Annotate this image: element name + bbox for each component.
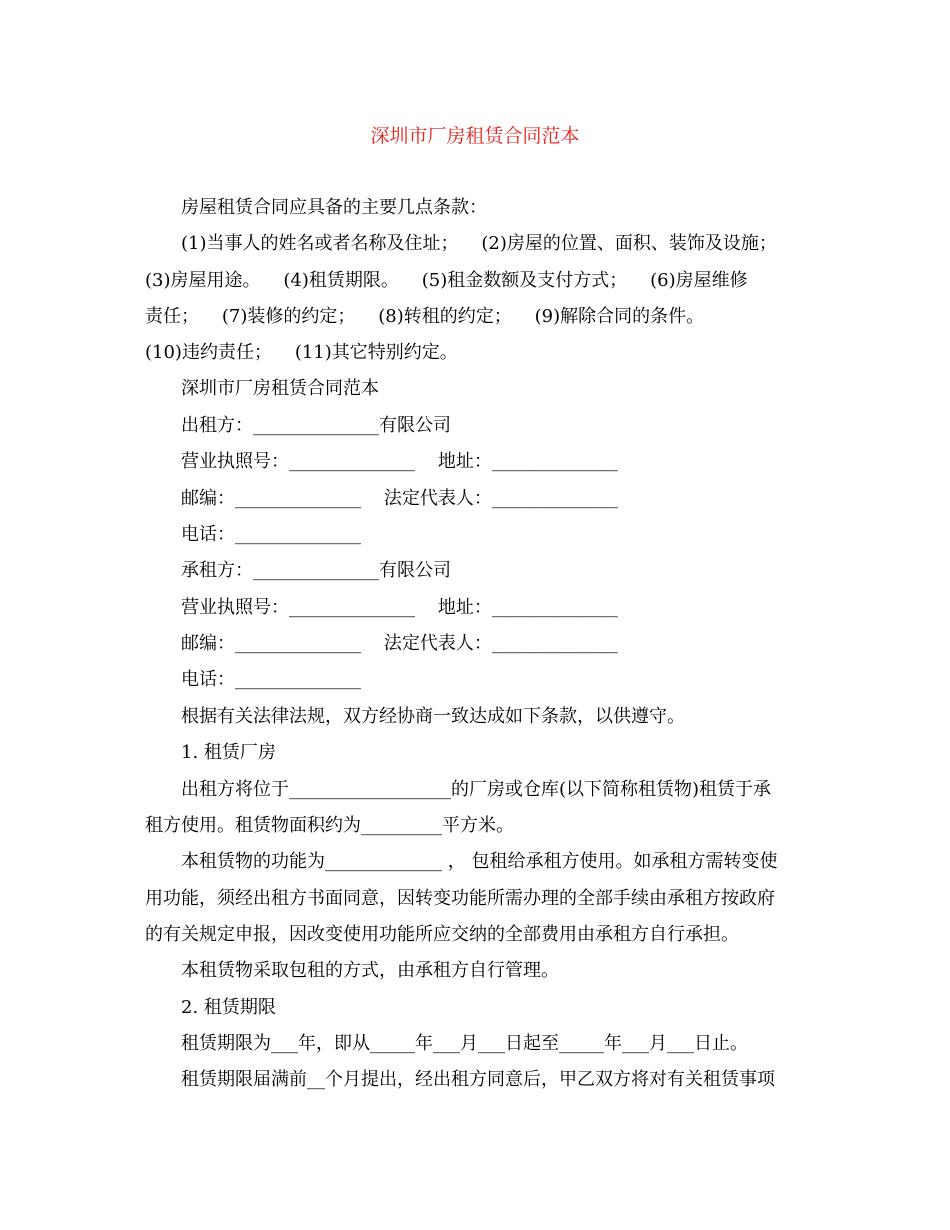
body-line: 的有关规定申报，因改变使用功能所应交纳的全部费用由承租方自行承担。 <box>145 924 739 945</box>
body-line: 营业执照号：______________ 地址：______________ <box>181 597 618 618</box>
body-line: (1)当事人的姓名或者名称及住址； (2)房屋的位置、面积、装饰及设施； <box>181 233 777 254</box>
body-line: 租赁期限届满前__个月提出，经出租方同意后，甲乙双方将对有关租赁事项 <box>181 1069 775 1090</box>
body-line: 邮编：______________ 法定代表人：______________ <box>181 633 618 654</box>
body-line: 营业执照号：______________ 地址：______________ <box>181 451 618 472</box>
body-line: 出租方：______________有限公司 <box>181 415 451 436</box>
body-line: (3)房屋用途。 (4)租赁期限。 (5)租金数额及支付方式； (6)房屋维修 <box>145 270 748 291</box>
body-line: 租方使用。租赁物面积约为_________平方米。 <box>145 815 514 836</box>
body-line: 承租方：______________有限公司 <box>181 560 451 581</box>
section-heading: 2. 租赁期限 <box>181 997 276 1018</box>
body-line: 用功能，须经出租方书面同意，因转变功能所需办理的全部手续由承租方按政府 <box>145 888 775 909</box>
body-line: 电话：______________ <box>181 669 361 690</box>
body-line: 根据有关法律法规，双方经协商一致达成如下条款，以供遵守。 <box>181 706 685 727</box>
document-title: 深圳市厂房租赁合同范本 <box>370 125 580 147</box>
body-line: 电话：______________ <box>181 524 361 545</box>
body-line: 房屋租赁合同应具备的主要几点条款： <box>181 197 487 218</box>
body-line: 本租赁物的功能为_____________ ， 包租给承租方使用。如承租方需转变使 <box>181 851 778 872</box>
body-line: (10)违约责任； (11)其它特别约定。 <box>145 342 458 363</box>
section-heading: 1. 租赁厂房 <box>181 742 276 763</box>
body-line: 责任； (7)装修的约定； (8)转租的约定； (9)解除合同的条件。 <box>145 306 705 327</box>
body-line: 出租方将位于__________________的厂房或仓库(以下简称租赁物)租赁于承 <box>181 779 772 800</box>
body-line: 本租赁物采取包租的方式，由承租方自行管理。 <box>181 960 559 981</box>
body-line: 深圳市厂房租赁合同范本 <box>181 378 379 399</box>
body-line: 邮编：______________ 法定代表人：______________ <box>181 488 618 509</box>
body-line: 租赁期限为___年，即从_____年___月___日起至_____年___月___日止。 <box>181 1033 748 1054</box>
